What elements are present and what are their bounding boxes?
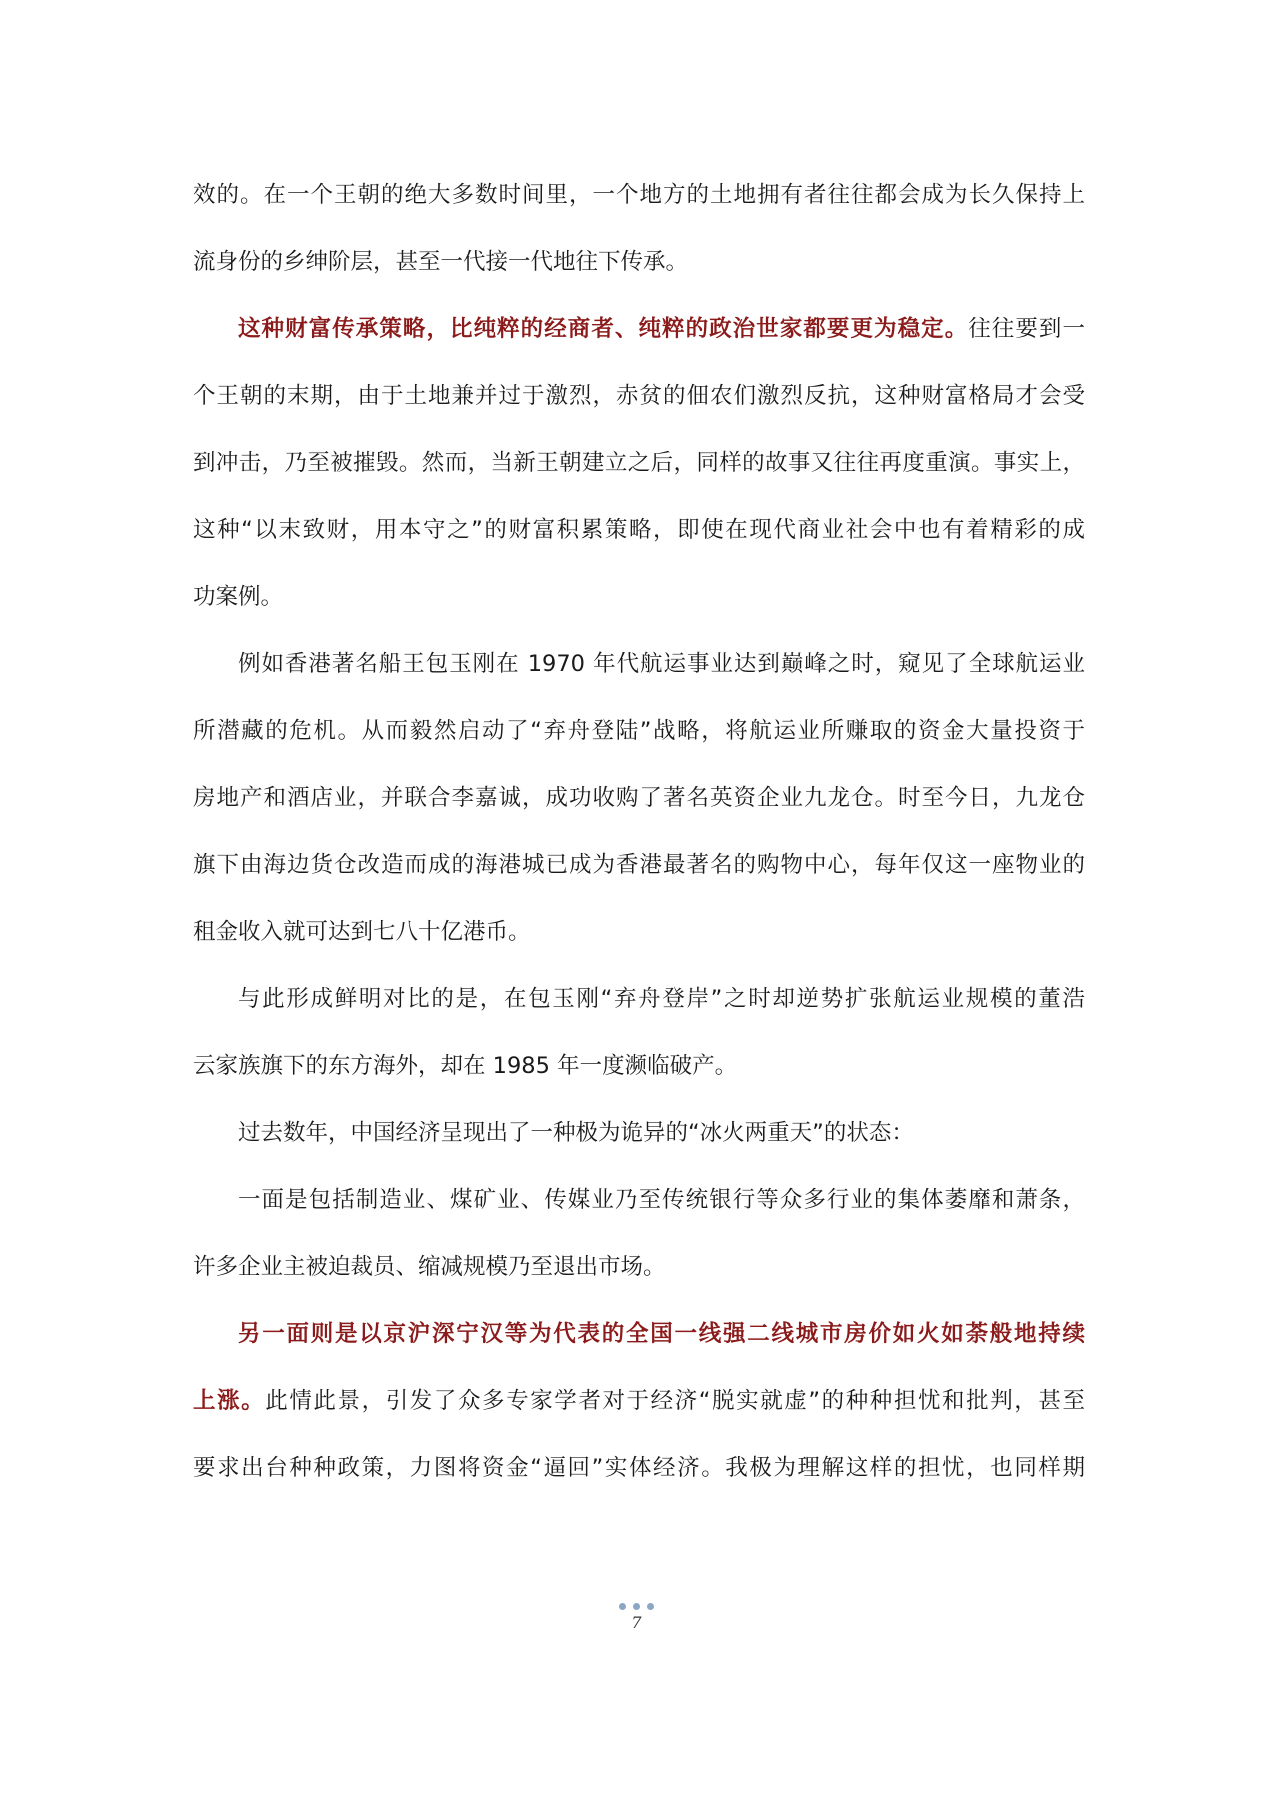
body-text: 个王朝的末期，由于土地兼并过于激烈，赤贫的佃农们激烈反抗，这种财富格局才会受: [193, 383, 1085, 409]
dot-icon: [619, 1603, 626, 1610]
text-line: [193, 1100, 1085, 1167]
body-text: 过去数年，中国经济呈现出了一种极为诡异的“冰火两重天”的状态：: [238, 1120, 914, 1146]
body-text: 租金收入就可达到七八十亿港币。: [193, 919, 531, 945]
text-line: [193, 363, 1085, 430]
body-text: 一面是包括制造业、煤矿业、传媒业乃至传统银行等众多行业的集体萎靡和萧条，: [238, 1187, 1085, 1213]
body-text: 此情此景，引发了众多专家学者对于经济“脱实就虚”的种种担忧和批判，甚至: [265, 1388, 1085, 1414]
body-text: 到冲击，乃至被摧毁。然而，当新王朝建立之后，同样的故事又往往再度重演。事实上，: [193, 450, 1085, 476]
text-line: [193, 1435, 1085, 1502]
text-line: [193, 899, 1085, 966]
text-line: [193, 765, 1085, 832]
body-text: 与此形成鲜明对比的是，在包玉刚“弃舟登岸”之时却逆势扩张航运业规模的董浩: [238, 986, 1085, 1012]
body-text: 效的。在一个王朝的绝大多数时间里，一个地方的土地拥有者往往都会成为长久保持上: [193, 182, 1085, 208]
text-line: [193, 698, 1085, 765]
text-line: [193, 296, 1085, 363]
body-text: 这种“以末致财，用本守之”的财富积累策略，即使在现代商业社会中也有着精彩的成: [193, 517, 1085, 543]
footer-dots-ornament: [0, 1603, 1273, 1613]
body-text: 房地产和酒店业，并联合李嘉诚，成功收购了著名英资企业九龙仓。时至今日，九龙仓: [193, 785, 1085, 811]
body-text: 往往要到一: [968, 316, 1085, 342]
body-text: 所潜藏的危机。从而毅然启动了“弃舟登陆”战略，将航运业所赚取的资金大量投资于: [193, 718, 1085, 744]
body-text: 许多企业主被迫裁员、缩减规模乃至退出市场。: [193, 1254, 666, 1280]
text-line: [193, 966, 1085, 1033]
text-line: [193, 1368, 1085, 1435]
text-line: [193, 1234, 1085, 1301]
text-line: [193, 1167, 1085, 1234]
body-text: 功案例。: [193, 584, 284, 610]
body-text: 旗下由海边货仓改造而成的海港城已成为香港最著名的购物中心，每年仅这一座物业的: [193, 852, 1085, 878]
page-number: 7: [631, 1613, 642, 1632]
emphasized-text: 这种财富传承策略，比纯粹的经商者、纯粹的政治世家都要更为稳定。: [238, 316, 969, 342]
text-line: [193, 430, 1085, 497]
text-line: [193, 497, 1085, 564]
text-line: [193, 1301, 1085, 1368]
page-footer: [0, 1603, 1273, 1633]
emphasized-text: 另一面则是以京沪深宁汉等为代表的全国一线强二线城市房价如火如荼般地持续: [238, 1321, 1085, 1347]
body-text: 例如香港著名船王包玉刚在 1970 年代航运事业达到巅峰之时，窥见了全球航运业: [238, 651, 1085, 677]
body-text: 流身份的乡绅阶层，甚至一代接一代地往下传承。: [193, 249, 689, 275]
text-line: [193, 162, 1085, 229]
document-body: [193, 162, 1085, 1502]
body-text: 要求出台种种政策，力图将资金“逼回”实体经济。我极为理解这样的担忧，也同样期: [193, 1455, 1085, 1481]
dot-icon: [633, 1603, 640, 1610]
emphasized-text: 上涨。: [193, 1388, 266, 1414]
body-text: 云家族旗下的东方海外，却在 1985 年一度濒临破产。: [193, 1053, 738, 1079]
text-line: [193, 631, 1085, 698]
text-line: [193, 229, 1085, 296]
text-line: [193, 832, 1085, 899]
dot-icon: [647, 1603, 654, 1610]
text-line: [193, 1033, 1085, 1100]
text-line: [193, 564, 1085, 631]
